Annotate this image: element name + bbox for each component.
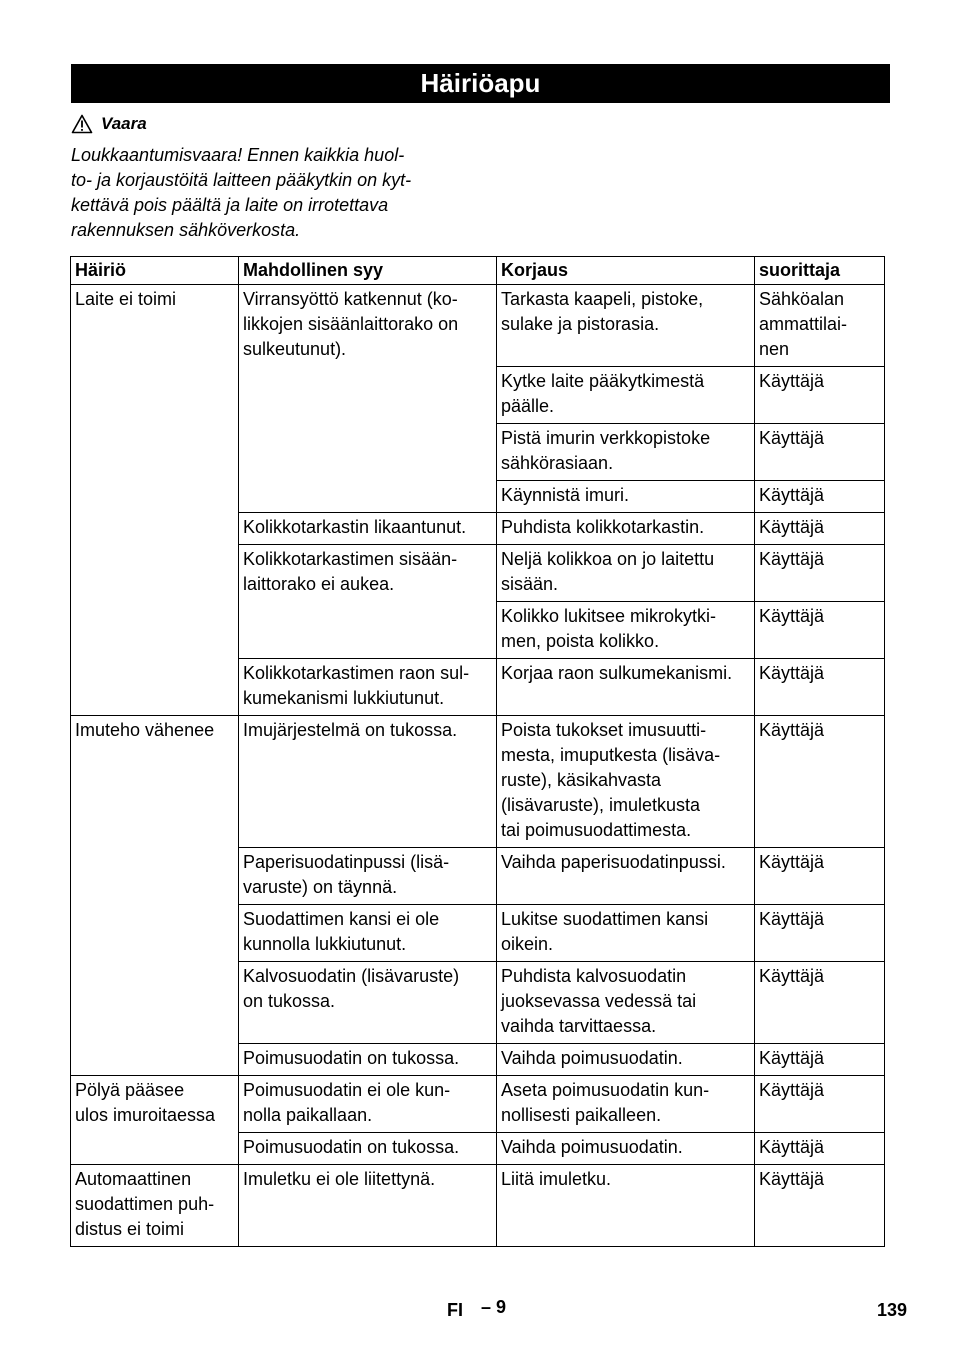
fault-cell: Pölyä pääsee ulos imuroitaessa: [71, 1076, 239, 1165]
warning-heading-text: Vaara: [101, 114, 147, 133]
performer-cell: Sähköalan ammattilai- nen: [755, 285, 885, 367]
header-performer: suorittaja: [755, 257, 885, 285]
warning-line: to- ja korjaustöitä laitteen pääkytkin on kyt-: [71, 170, 412, 190]
warning-line: kettävä pois päältä ja laite on irrotettava: [71, 195, 389, 215]
cause-cell: Kolikkotarkastin likaantunut.: [239, 513, 497, 545]
table-row: [71, 1076, 885, 1133]
remedy-cell: Vaihda paperisuodatinpussi.: [497, 848, 755, 905]
performer-cell: Käyttäjä: [755, 367, 885, 424]
cause-cell: Imuletku ei ole liitettynä.: [239, 1165, 497, 1247]
remedy-cell: Kytke laite pääkytkimestä päälle.: [497, 367, 755, 424]
remedy-cell: Kolikko lukitsee mikrokytki- men, poista kolikko.: [497, 602, 755, 659]
cause-cell: Kolikkotarkastimen sisään- laittorako ei aukea.: [239, 545, 497, 659]
troubleshooting-table: [70, 256, 885, 1247]
table-row: [71, 285, 885, 367]
remedy-cell: Aseta poimusuodatin kun- nollisesti paikalleen.: [497, 1076, 755, 1133]
remedy-cell: Tarkasta kaapeli, pistoke, sulake ja pistorasia.: [497, 285, 755, 367]
page-title: Häiriöapu: [71, 64, 890, 103]
performer-cell: Käyttäjä: [755, 848, 885, 905]
footer-section-page: – 9: [481, 1297, 507, 1317]
performer-cell: Käyttäjä: [755, 1165, 885, 1247]
remedy-cell: Vaihda poimusuodatin.: [497, 1133, 755, 1165]
footer-language: FI: [447, 1300, 463, 1320]
performer-cell: Käyttäjä: [755, 424, 885, 481]
remedy-cell: Vaihda poimusuodatin.: [497, 1044, 755, 1076]
warning-heading: [71, 114, 147, 134]
performer-cell: Käyttäjä: [755, 716, 885, 848]
performer-cell: Käyttäjä: [755, 1044, 885, 1076]
performer-cell: Käyttäjä: [755, 962, 885, 1044]
warning-line: rakennuksen sähköverkosta.: [71, 220, 301, 240]
performer-cell: Käyttäjä: [755, 1133, 885, 1165]
cause-cell: Suodattimen kansi ei ole kunnolla lukkiutunut.: [239, 905, 497, 962]
cause-cell: Kolikkotarkastimen raon sul- kumekanismi lukkiutunut.: [239, 659, 497, 716]
fault-cell: Laite ei toimi: [71, 285, 239, 716]
fault-cell: Automaattinen suodattimen puh- distus ei toimi: [71, 1165, 239, 1247]
remedy-cell: Korjaa raon sulkumekanismi.: [497, 659, 755, 716]
cause-cell: Imujärjestelmä on tukossa.: [239, 716, 497, 848]
remedy-cell: Neljä kolikkoa on jo laitettu sisään.: [497, 545, 755, 602]
cause-cell: Virransyöttö katkennut (ko- likkojen sisäänlaittorako on sulkeutunut).: [239, 285, 497, 513]
performer-cell: Käyttäjä: [755, 1076, 885, 1133]
cause-cell: Kalvosuodatin (lisävaruste) on tukossa.: [239, 962, 497, 1044]
remedy-cell: Poista tukokset imusuutti- mesta, imuputkesta (lisäva- ruste), käsikahvasta (lisävaruste), imuletkusta tai poimusuodattimesta.: [497, 716, 755, 848]
performer-cell: Käyttäjä: [755, 545, 885, 602]
fault-cell: Imuteho vähenee: [71, 716, 239, 1076]
warning-triangle-icon: [71, 114, 93, 134]
cause-cell: Poimusuodatin on tukossa.: [239, 1044, 497, 1076]
remedy-cell: Liitä imuletku.: [497, 1165, 755, 1247]
cause-cell: Poimusuodatin ei ole kun- nolla paikallaan.: [239, 1076, 497, 1133]
performer-cell: Käyttäjä: [755, 659, 885, 716]
remedy-cell: Puhdista kalvosuodatin juoksevassa vedessä tai vaihda tarvittaessa.: [497, 962, 755, 1044]
warning-text: [71, 143, 471, 243]
table-row: [71, 1165, 885, 1247]
performer-cell: Käyttäjä: [755, 481, 885, 513]
cause-cell: Paperisuodatinpussi (lisä- varuste) on täynnä.: [239, 848, 497, 905]
remedy-cell: Käynnistä imuri.: [497, 481, 755, 513]
header-remedy: Korjaus: [497, 257, 755, 285]
remedy-cell: Pistä imurin verkkopistoke sähkörasiaan.: [497, 424, 755, 481]
header-fault: Häiriö: [71, 257, 239, 285]
remedy-cell: Lukitse suodattimen kansi oikein.: [497, 905, 755, 962]
table-row: [71, 716, 885, 848]
footer-page-number: 139: [877, 1300, 908, 1320]
performer-cell: Käyttäjä: [755, 513, 885, 545]
warning-line: Loukkaantumisvaara! Ennen kaikkia huol-: [71, 145, 405, 165]
table-header-row: [71, 257, 885, 285]
performer-cell: Käyttäjä: [755, 602, 885, 659]
remedy-cell: Puhdista kolikkotarkastin.: [497, 513, 755, 545]
header-cause: Mahdollinen syy: [239, 257, 497, 285]
cause-cell: Poimusuodatin on tukossa.: [239, 1133, 497, 1165]
performer-cell: Käyttäjä: [755, 905, 885, 962]
